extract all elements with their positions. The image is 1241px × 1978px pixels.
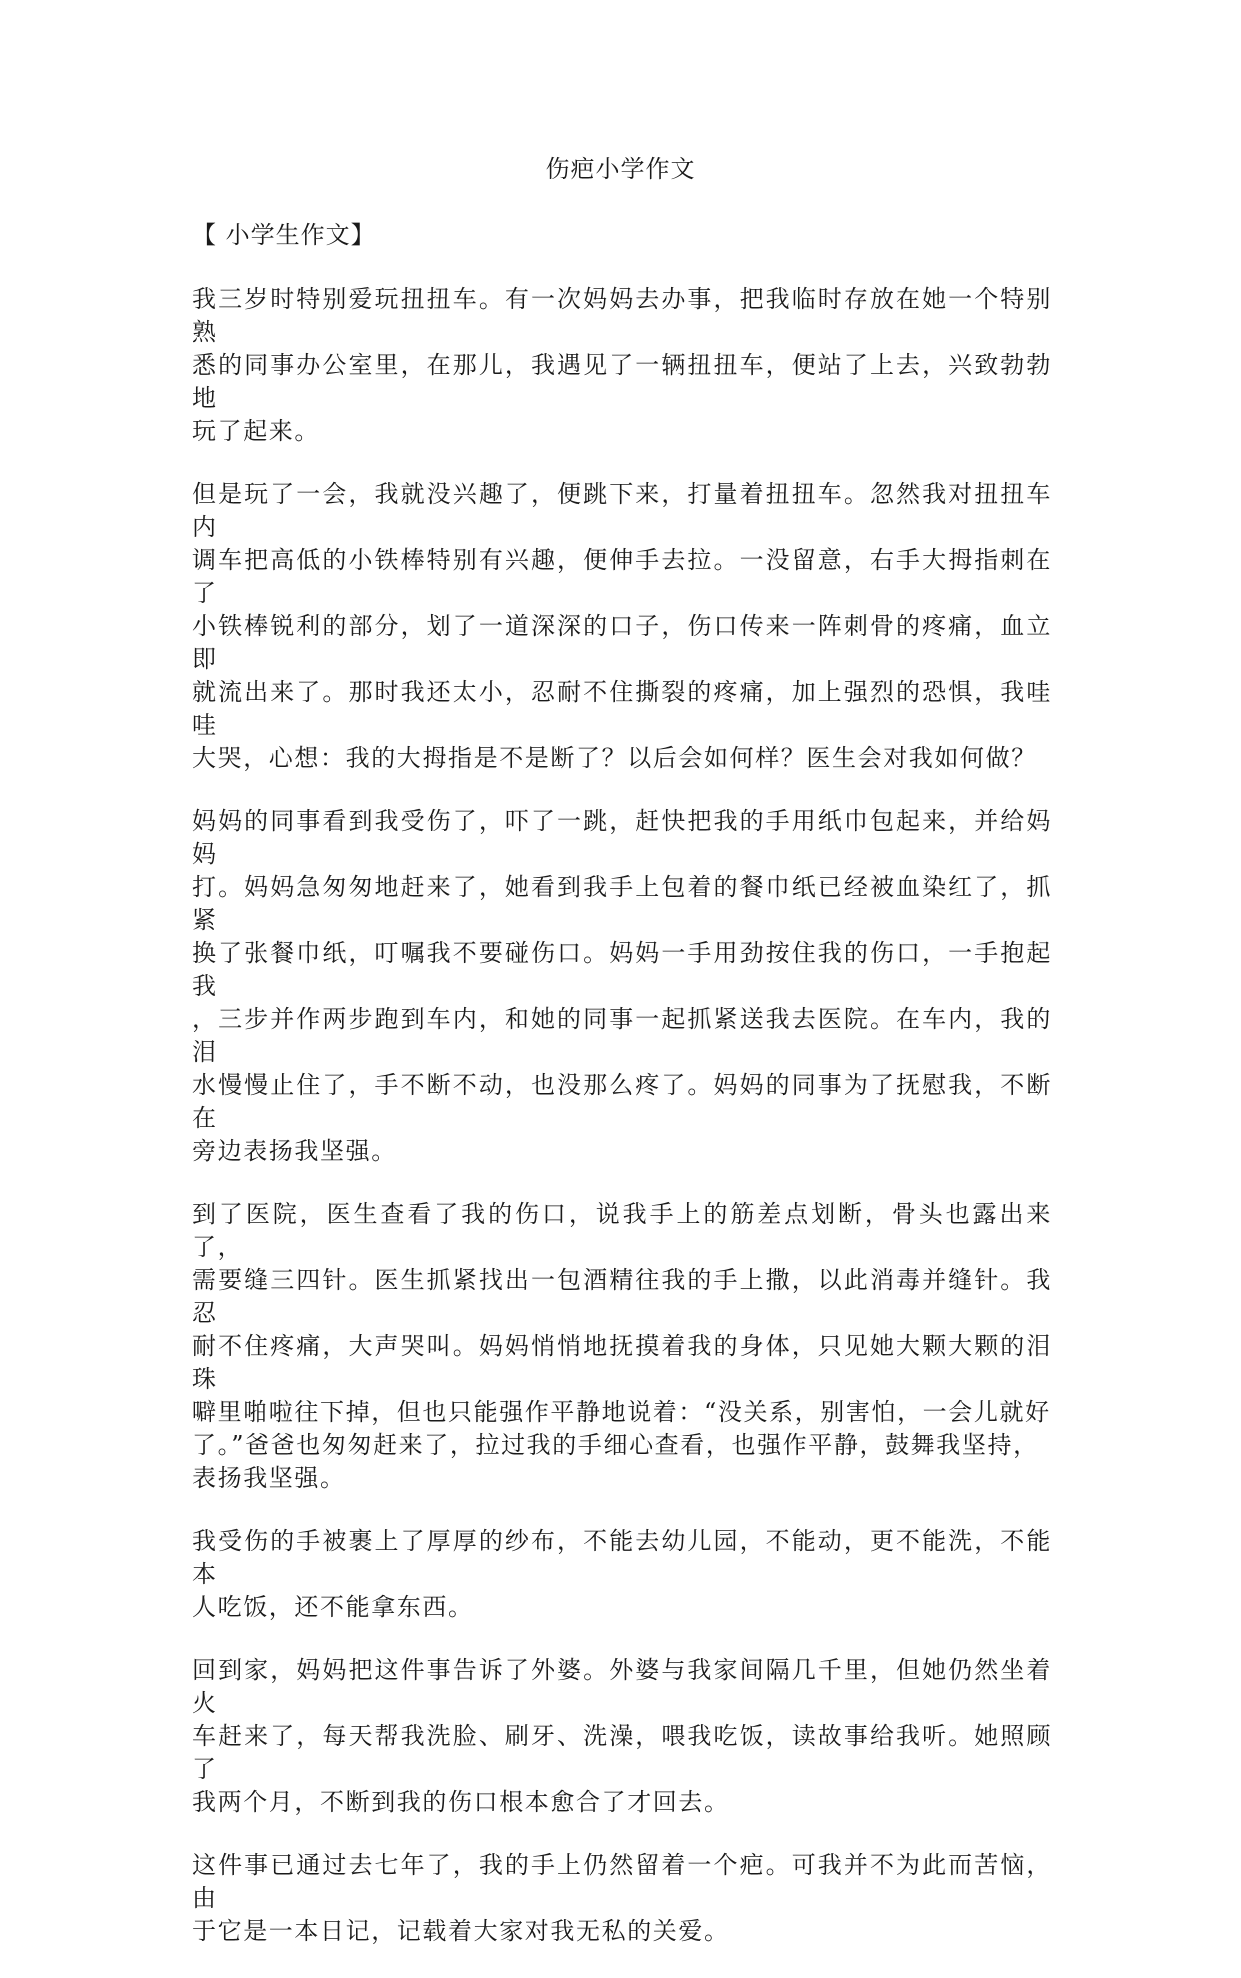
document-title: 伤疤小学作文 bbox=[545, 155, 696, 183]
paragraph-2: 但是玩了一会，我就没兴趣了，便跳下来，打量着扭扭车。忽然我对扭扭车内 调车把高低的小铁棒特别有兴趣，便伸手去拉。一没留意，右手大拇指刺在了 小铁棒锐利的部分，划了一道深深的口子，伤口传来一阵刺骨的疼痛，血立即 就流出来了。那时我还太小，忍耐不住撕裂的疼痛，加上强烈的恐惧，我哇哇 大哭，心想：我的大拇指是不是断了？以后会如何样？医生会对我如何做？ bbox=[192, 480, 1052, 772]
document-body bbox=[192, 283, 1052, 1978]
paragraph-3: 妈妈的同事看到我受伤了，吓了一跳，赶快把我的手用纸巾包起来，并给妈妈 打。妈妈急匆匆地赶来了，她看到我手上包着的餐巾纸已经被血染红了，抓紧 换了张餐巾纸，叮嘱我不要碰伤口。妈妈一手用劲按住我的伤口，一手抱起我 ，三步并作两步跑到车内，和她的同事一起抓紧送我去医院。在车内，我的泪 水慢慢止住了，手不断不动，也没那么疼了。妈妈的同事为了抚慰我，不断在 旁边表扬我坚强。 bbox=[192, 807, 1052, 1165]
paragraph-7: 这件事已通过去七年了，我的手上仍然留着一个疤。可我并不为此而苦恼，由 于它是一本日记，记载着大家对我无私的关爱。 bbox=[192, 1851, 1052, 1945]
paragraph-5: 我受伤的手被裹上了厚厚的纱布，不能去幼儿园，不能动，更不能洗，不能本 人吃饭，还不能拿东西。 bbox=[192, 1527, 1052, 1621]
paragraph-6: 回到家，妈妈把这件事告诉了外婆。外婆与我家间隔几千里，但她仍然坐着火 车赶来了，每天帮我洗脸、刷牙、洗澡，喂我吃饭，读故事给我听。她照顾了 我两个月，不断到我的伤口根本愈合了才回去。 bbox=[192, 1656, 1052, 1816]
paragraph-1: 我三岁时特别爱玩扭扭车。有一次妈妈去办事，把我临时存放在她一个特别熟 悉的同事办公室里，在那儿，我遇见了一辆扭扭车，便站了上去，兴致勃勃地 玩了起来。 bbox=[192, 285, 1052, 445]
document-category: 【 小学生作文】 bbox=[192, 221, 376, 249]
paragraph-4: 到了医院，医生查看了我的伤口，说我手上的筋差点划断，骨头也露出来了， 需要缝三四针。医生抓紧找出一包酒精往我的手上撒，以此消毒并缝针。我忍 耐不住疼痛，大声哭叫。妈妈悄悄地抚摸着我的身体，只见她大颗大颗的泪珠 噼里啪啦往下掉，但也只能强作平静地说着：“没关系，别害怕，一会儿就好 了。”爸爸也匆匆赶来了，拉过我的手细心查看，也强作平静，鼓舞我坚持， 表扬我坚强。 bbox=[192, 1200, 1052, 1492]
